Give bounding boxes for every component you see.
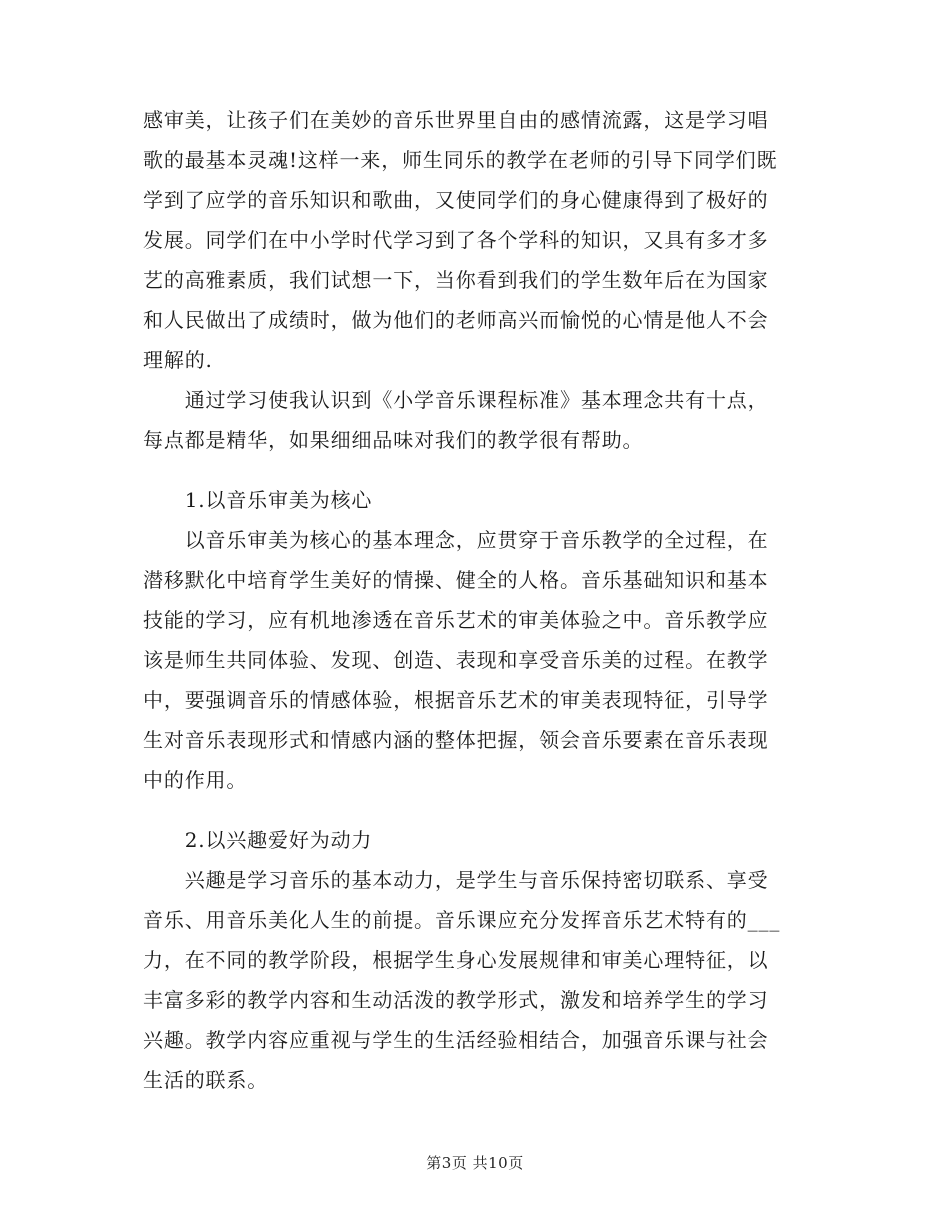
paragraph-intro: 感审美，让孩子们在美妙的音乐世界里自由的感情流露，这是学习唱 歌的最基本灵魂!这样一来，师生同乐的教学在老师的引导下同学们既 学到了应学的音乐知识和歌曲，又使同学们的身心健康得到了极好的 发展。同学们在中小学时代学习到了各个学科的知识，又具有多才多 艺的高雅素质，我们试想一下，当你看到我们的学生数年后在为国家 和人民做出了成绩时，做为他们的老师高兴而愉悦的心情是他人不会 理解的. — [143, 108, 778, 372]
paragraph-section-1: 以音乐审美为核心的基本理念，应贯穿于音乐教学的全过程，在 潜移默化中培育学生美好的情操、健全的人格。音乐基础知识和基本 技能的学习，应有机地渗透在音乐艺术的审美体验之中。音乐教学应 该是师生共同体验、发现、创造、表现和享受音乐美的过程。在教学 中，要强调音乐的情感体验，根据音乐艺术的审美表现特征，引导学 生对音乐表现形式和情感内涵的整体把握，领会音乐要素在音乐表现 中的作用。 — [143, 528, 769, 792]
section-heading-1: 1.以音乐审美为核心 — [143, 488, 373, 512]
paragraph-section-2: 兴趣是学习音乐的基本动力，是学生与音乐保持密切联系、享受 音乐、用音乐美化人生的前提。音乐课应充分发挥音乐艺术特有的___ 力，在不同的教学阶段，根据学生身心发展规律和审美心理特征，以 丰富多彩的教学内容和生动活泼的教学形式，激发和培养学生的学习 兴趣。教学内容应重视与学生的生活经验相结合，加强音乐课与社会 生活的联系。 — [143, 868, 781, 1092]
page-footer: 第3页 共10页 — [426, 1154, 524, 1172]
section-heading-2: 2.以兴趣爱好为动力 — [143, 828, 373, 852]
paragraph-standard: 通过学习使我认识到《小学音乐课程标准》基本理念共有十点， 每点都是精华，如果细细品味对我们的教学很有帮助。 — [143, 388, 769, 452]
